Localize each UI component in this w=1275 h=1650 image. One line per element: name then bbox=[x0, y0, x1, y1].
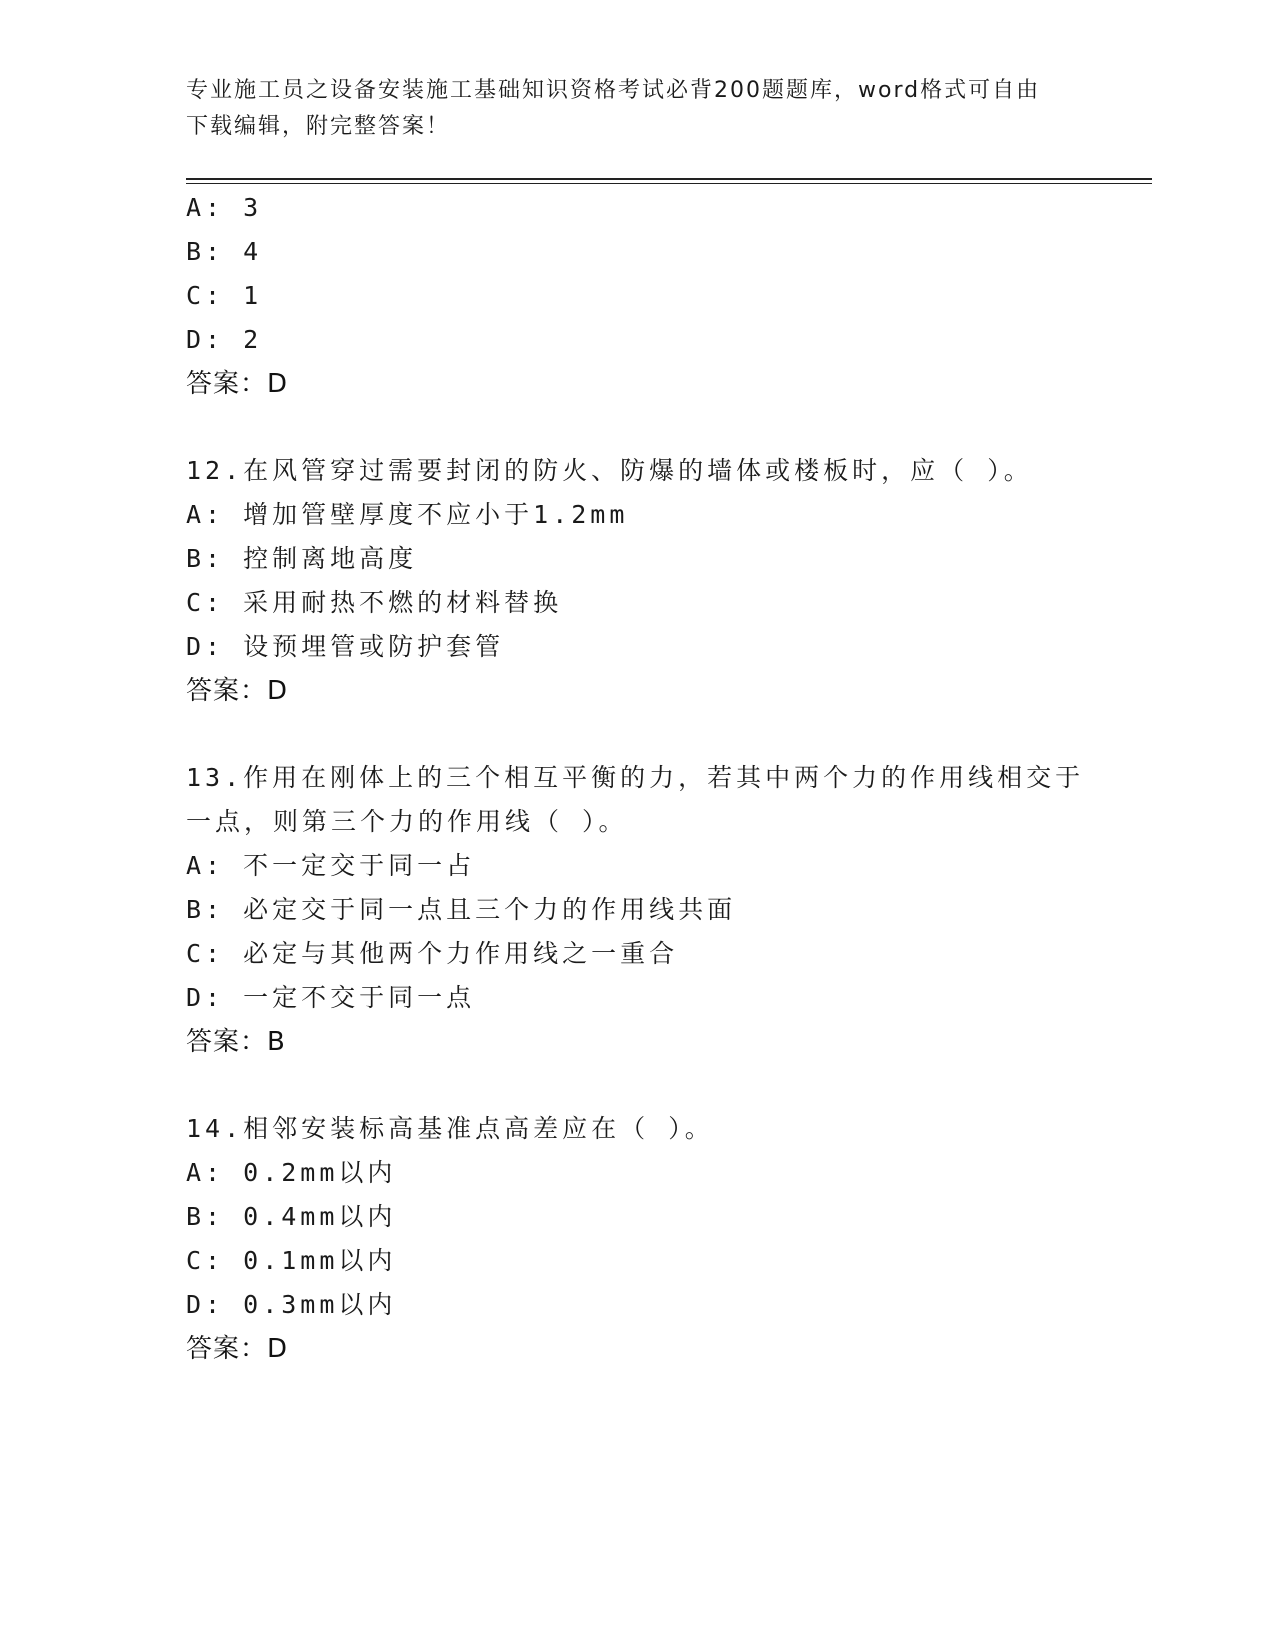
q14-option-d: D: 0.3mm以内 bbox=[186, 1290, 397, 1319]
header-rule-thin bbox=[186, 183, 1152, 184]
q12-answer: 答案：D bbox=[186, 676, 289, 706]
q13-question-line-1: 13.作用在刚体上的三个相互平衡的力，若其中两个力的作用线相交于 bbox=[186, 763, 1085, 792]
q13-answer: 答案：B bbox=[186, 1027, 286, 1057]
q14-question: 14.相邻安装标高基准点高差应在（ ）。 bbox=[186, 1114, 714, 1143]
q11-answer: 答案：D bbox=[186, 369, 289, 399]
q13-option-d: D: 一定不交于同一点 bbox=[186, 983, 476, 1012]
q12-option-d: D: 设预埋管或防护套管 bbox=[186, 632, 505, 661]
q12-option-a: A: 增加管壁厚度不应小于1.2mm bbox=[186, 500, 629, 529]
q13-question-line-2: 一点，则第三个力的作用线（ ）。 bbox=[186, 807, 628, 836]
q12-question: 12.在风管穿过需要封闭的防火、防爆的墙体或楼板时，应（ ）。 bbox=[186, 456, 1033, 485]
q12-option-b: B: 控制离地高度 bbox=[186, 544, 418, 573]
header-line-1: 专业施工员之设备安装施工基础知识资格考试必背200题题库，word格式可自由 bbox=[186, 78, 1041, 103]
q11-option-a: A: 3 bbox=[186, 193, 263, 222]
q13-option-a: A: 不一定交于同一占 bbox=[186, 851, 476, 880]
q14-option-a: A: 0.2mm以内 bbox=[186, 1158, 397, 1187]
q11-option-b: B: 4 bbox=[186, 237, 263, 266]
q14-option-b: B: 0.4mm以内 bbox=[186, 1202, 397, 1231]
document-header bbox=[186, 73, 1086, 145]
header-rule-thick bbox=[186, 178, 1152, 180]
header-line-2: 下载编辑，附完整答案！ bbox=[186, 114, 451, 139]
q13-option-b: B: 必定交于同一点且三个力的作用线共面 bbox=[186, 895, 737, 924]
q12-option-c: C: 采用耐热不燃的材料替换 bbox=[186, 588, 563, 617]
q14-answer: 答案：D bbox=[186, 1334, 289, 1364]
q14-option-c: C: 0.1mm以内 bbox=[186, 1246, 397, 1275]
q11-option-c: C: 1 bbox=[186, 281, 263, 310]
q13-option-c: C: 必定与其他两个力作用线之一重合 bbox=[186, 939, 679, 968]
q11-option-d: D: 2 bbox=[186, 325, 263, 354]
